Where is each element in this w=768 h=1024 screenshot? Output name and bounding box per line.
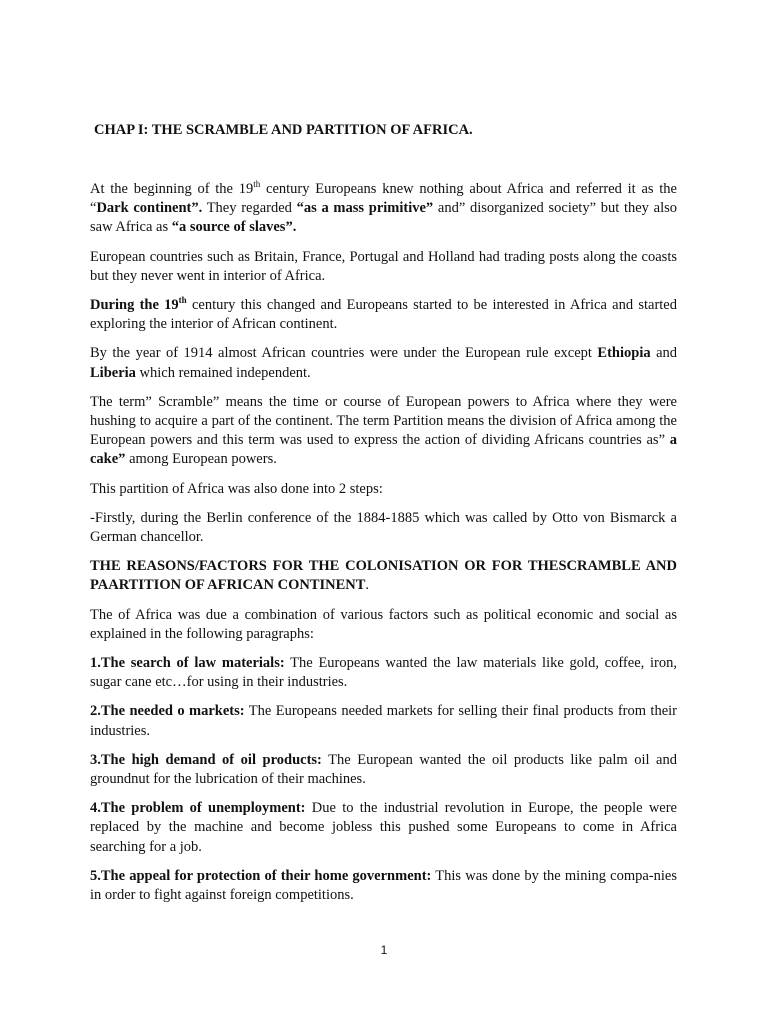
bold-phrase: “as a mass primitive” bbox=[296, 200, 434, 217]
paragraph-trading-posts: European countries such as Britain, France, Portugal and Holland had trading posts along the coasts but they never went in interior of Africa. bbox=[90, 248, 677, 284]
list-item bbox=[90, 799, 677, 857]
bold-phrase: Dark continent”. bbox=[96, 200, 203, 217]
item-text: The Europeans wanted the law materials like gold, coffee, iron, sugar cane etc…for using in their industries. bbox=[90, 655, 677, 691]
paragraph-intro bbox=[90, 180, 677, 238]
section-heading-reasons bbox=[90, 557, 677, 595]
text-run: and” disorganized society” but they also saw Africa as bbox=[90, 200, 677, 236]
bold-heading: THE REASONS/FACTORS FOR THE COLONISATION OR FOR THESCRAMBLE AND PAARTITION OF AFRICAN CONTINENT bbox=[90, 558, 677, 594]
paragraph-factors-intro: The of Africa was due a combination of various factors such as political economic and social as explained in the following paragraphs: bbox=[90, 606, 677, 642]
list-item bbox=[90, 702, 677, 740]
bold-phrase: “a source of slaves”. bbox=[171, 219, 297, 236]
bold-phrase: Ethiopia bbox=[597, 345, 651, 362]
paragraph-berlin-conference: -Firstly, during the Berlin conference of the 1884-1885 which was called by Otto von Bismarck a German chancellor. bbox=[90, 509, 677, 546]
item-heading: 3.The high demand of oil products: bbox=[90, 751, 322, 768]
paragraph-19th-century bbox=[90, 296, 677, 334]
list-item bbox=[90, 867, 677, 905]
text-run: At the beginning of the 19 bbox=[90, 181, 254, 197]
item-text: The European wanted the oil products like palm oil and groundnut for the lubrication of their machines. bbox=[90, 751, 677, 788]
bold-phrase: a cake” bbox=[90, 432, 677, 468]
text-run: century this changed and Europeans started to be interested in Africa and started exploring the interior of African continent. bbox=[90, 297, 677, 333]
text-run: which remained independent. bbox=[135, 364, 311, 381]
text-run: century Europeans knew nothing about Africa and referred it as the “ bbox=[90, 181, 677, 217]
document-body bbox=[90, 180, 677, 915]
bold-phrase: Liberia bbox=[90, 364, 136, 381]
text-run: and bbox=[650, 345, 678, 362]
bold-phrase: During the 19 bbox=[90, 297, 179, 314]
text-run: . bbox=[365, 577, 370, 594]
paragraph-1914 bbox=[90, 344, 677, 382]
item-heading: 4.The problem of unemployment: bbox=[90, 800, 306, 817]
item-text: Due to the industrial revolution in Europe, the people were replaced by the machine and become jobless this pushed some Europeans to come in Africa searching for a job. bbox=[90, 800, 677, 855]
text-run: They regarded bbox=[202, 200, 297, 217]
item-text: The Europeans needed markets for selling their final products from their industries. bbox=[90, 703, 677, 739]
text-run: By the year of 1914 almost African countries were under the European rule except bbox=[90, 345, 598, 362]
paragraph-scramble-definition bbox=[90, 393, 677, 470]
chapter-title: CHAP I: THE SCRAMBLE AND PARTITION OF AFRICA. bbox=[94, 122, 473, 138]
superscript: th bbox=[178, 295, 187, 306]
list-item bbox=[90, 751, 677, 789]
item-heading: 5.The appeal for protection of their home government: bbox=[90, 867, 432, 884]
paragraph-two-steps: This partition of Africa was also done into 2 steps: bbox=[90, 480, 383, 497]
item-heading: 2.The needed o markets: bbox=[90, 703, 245, 720]
text-run: The term” Scramble” means the time or course of European powers to Africa where they were hushing to acquire a part of the continent. The term Partition means the division of Africa among the European powers and this term was used to express the action of dividing Africans countries as” bbox=[90, 393, 677, 449]
item-text: This was done by the mining compa-nies in order to fight against foreign competitions. bbox=[90, 867, 677, 904]
text-run: among European powers. bbox=[125, 451, 277, 468]
superscript: th bbox=[253, 179, 261, 190]
page-number: 1 bbox=[380, 943, 388, 957]
item-heading: 1.The search of law materials: bbox=[90, 655, 285, 672]
list-item bbox=[90, 654, 677, 692]
